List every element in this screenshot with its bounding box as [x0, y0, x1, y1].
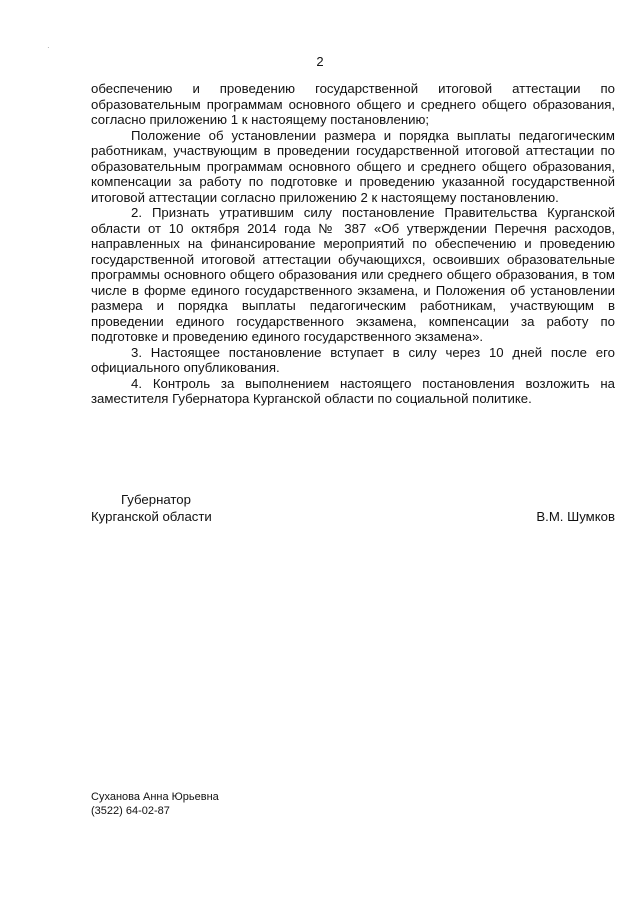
executor-name: Суханова Анна Юрьевна [91, 791, 219, 803]
executor-block [91, 790, 219, 818]
scan-mark: · [47, 43, 50, 52]
paragraph-item-2: 2. Признать утратившим силу постановление Правительства Курганской области от 10 октября 2014 года № 387 «Об утверждении Перечня расходов, направленных на финансирование мероприятий по обеспечению и проведению государственной итоговой аттестации обучающихся, освоивших образовательные программы основного общего образования или среднего общего образования, в том числе в форме единого государственного экзамена, и Положения об установлении размера и порядка выплаты педагогическим работникам, участвующим в проведении единого государственного экзамена, компенсации за работу по подготовке и проведению единого государственного экзамена». [91, 205, 615, 344]
paragraph-regulation: Положение об установлении размера и порядка выплаты педагогическим работникам, участвующим в проведении государственной итоговой аттестации по образовательным программам основного общего и среднего общего образования, компенсации за работу по подготовке и проведению указанной государственной итоговой аттестации согласно приложению 2 к настоящему постановлению. [91, 127, 615, 205]
signature-name: В.М. Шумков [536, 509, 615, 524]
signature-block [91, 491, 615, 525]
executor-phone: (3522) 64-02-87 [91, 805, 170, 817]
signature-title-line1: Губернатор [121, 492, 191, 507]
paragraph-item-4: 4. Контроль за выполнением настоящего постановления возложить на заместителя Губернатора Курганской области по социальной политике. [91, 375, 615, 406]
signature-title-line2: Курганской области [91, 509, 212, 524]
document-body [91, 81, 615, 407]
paragraph-item-3: 3. Настоящее постановление вступает в силу через 10 дней после его официального опубликования. [91, 344, 615, 375]
paragraph-continuation: обеспечению и проведению государственной итоговой аттестации по образовательным программам основного общего и среднего общего образования, согласно приложению 1 к настоящему постановлению; [91, 81, 615, 127]
page-number: 2 [316, 54, 324, 69]
